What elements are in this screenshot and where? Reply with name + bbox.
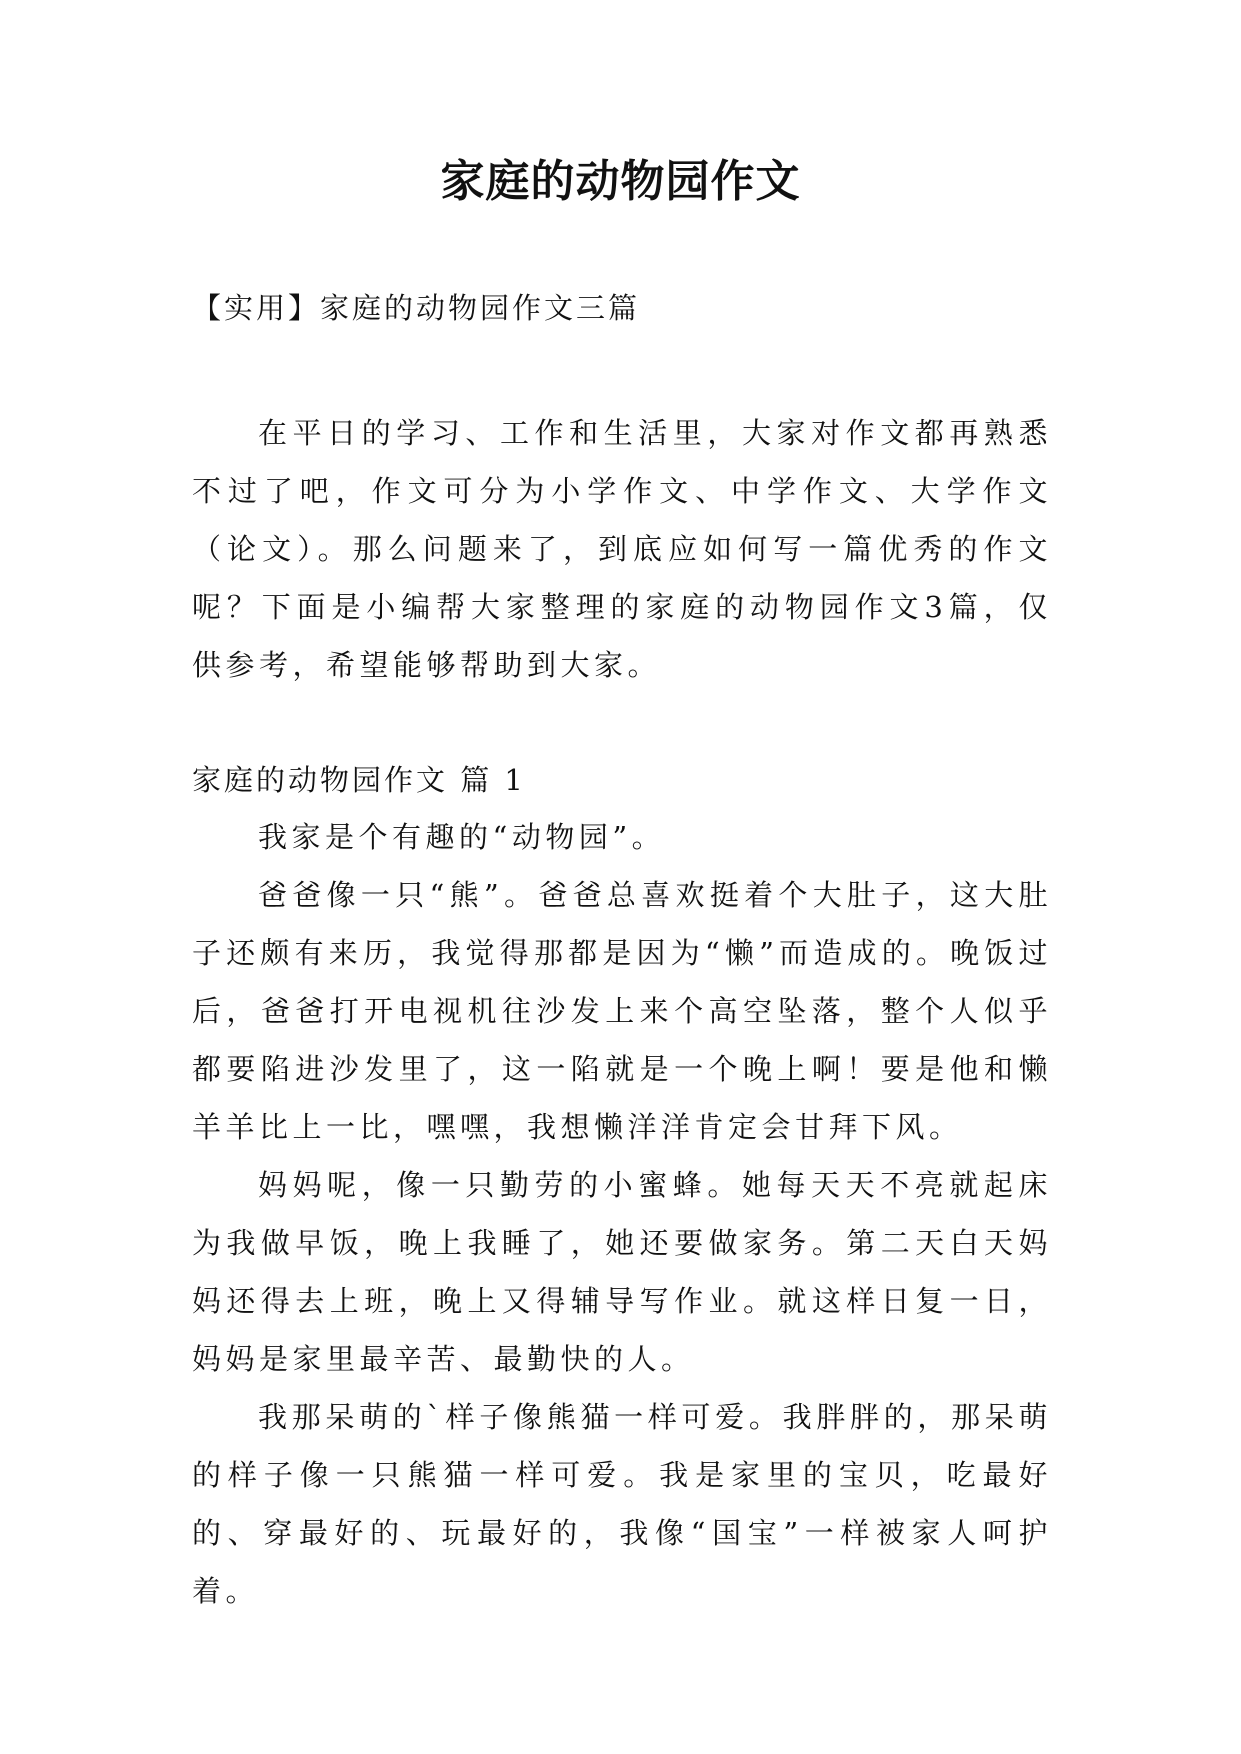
essay-body <box>192 808 1052 1620</box>
intro-paragraph: 在平日的学习、工作和生活里，大家对作文都再熟悉不过了吧，作文可分为小学作文、中学作文、大学作文（论文）。那么问题来了，到底应如何写一篇优秀的作文呢？下面是小编帮大家整理的家庭的动物园作文3篇，仅供参考，希望能够帮助到大家。 <box>192 416 1052 682</box>
essay-paragraph: 爸爸像一只“熊”。爸爸总喜欢挺着个大肚子，这大肚子还颇有来历，我觉得那都是因为“懒”而造成的。晚饭过后，爸爸打开电视机往沙发上来个高空坠落，整个人似乎都要陷进沙发里了，这一陷就是一个晚上啊！要是他和懒羊羊比上一比，嘿嘿，我想懒洋洋肯定会甘拜下风。 <box>192 878 1052 1144</box>
essay-paragraph: 我家是个有趣的“动物园”。 <box>258 820 666 854</box>
essay-paragraph: 妈妈呢，像一只勤劳的小蜜蜂。她每天天不亮就起床为我做早饭，晚上我睡了，她还要做家务。第二天白天妈妈还得去上班，晚上又得辅导写作业。就这样日复一日，妈妈是家里最辛苦、最勤快的人。 <box>192 1168 1052 1376</box>
document-subtitle: 【实用】家庭的动物园作文三篇 <box>192 291 641 325</box>
intro-section <box>192 404 1052 694</box>
document-title: 家庭的动物园作文 <box>440 156 801 207</box>
section-heading: 家庭的动物园作文 篇 1 <box>192 763 526 797</box>
essay-paragraph: 我那呆萌的`样子像熊猫一样可爱。我胖胖的，那呆萌的样子像一只熊猫一样可爱。我是家里的宝贝，吃最好的、穿最好的、玩最好的，我像“国宝”一样被家人呵护着。 <box>192 1400 1052 1608</box>
